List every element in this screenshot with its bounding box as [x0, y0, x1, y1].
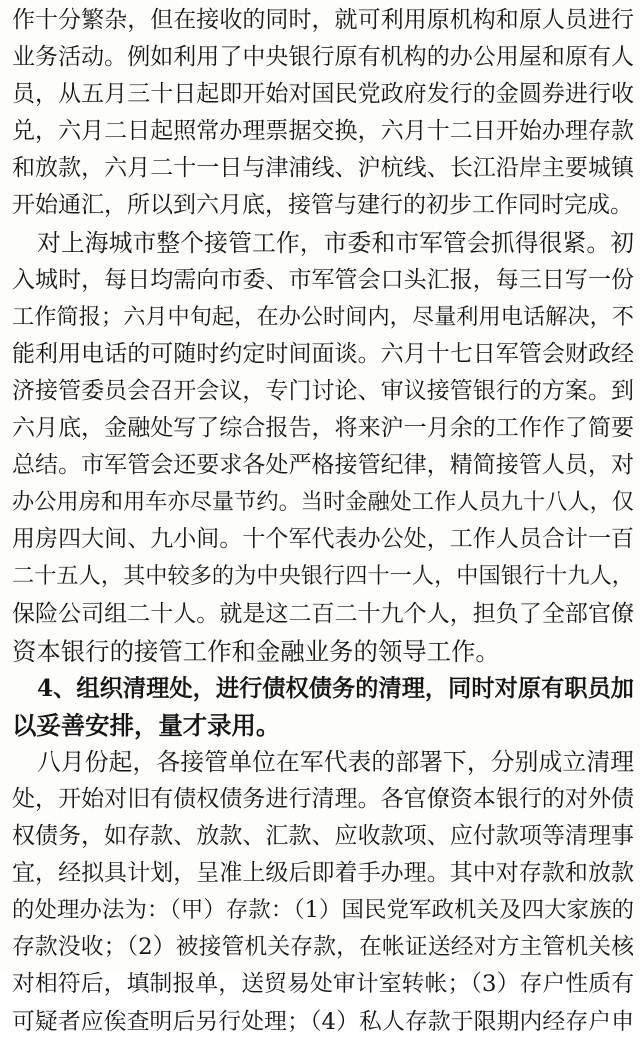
paragraph-start-line: 对上海城市整个接管工作，市委和市军管会抓得很紧。初	[37, 228, 634, 257]
text-line: 处，开始对旧有债权债务进行清理。各官僚资本银行的对外债	[12, 785, 634, 812]
text-line: 入城时，每日均需向市委、市军管会口头汇报，每三日写一份	[12, 266, 634, 293]
text-line: 用房四大间、九小间。十个军代表办公处，工作人员合计一百	[12, 526, 634, 553]
section-heading-line: 4、组织清理处，进行债权债务的清理，同时对原有职员加	[37, 674, 634, 702]
text-line: 开始通汇，所以到六月底，接管与建行的初步工作同时完成。	[12, 192, 633, 219]
text-line: 兑，六月二日起照常办理票据交换，六月十二日开始办理存款	[12, 118, 634, 145]
text-line: 和放款，六月二十一日与津浦线、沪杭线、长江沿岸主要城镇	[12, 155, 634, 182]
text-line: 业务活动。例如利用了中央银行原有机构的办公用屋和原有人	[12, 44, 634, 71]
text-line: 总结。市军管会还要求各处严格接管纪律，精简接管人员，对	[12, 452, 634, 479]
text-line: 济接管委员会召开会议，专门讨论、审议接管银行的方案。到	[12, 377, 634, 404]
text-line: 资本银行的接管工作和金融业务的领导工作。	[12, 636, 500, 666]
text-line: 宜，经拟具计划，呈准上级后即着手办理。其中对存款和放款	[12, 860, 634, 887]
text-line: 能利用电话的可随时约定时间面谈。六月十七日军管会财政经	[12, 340, 634, 367]
paragraph-start-line: 八月份起，各接管单位在军代表的部署下，分别成立清理	[37, 747, 634, 776]
text-line: 权债务，如存款、放款、汇款、应收款项、应付款项等清理事	[12, 823, 634, 850]
text-line: 保险公司组二十人。就是这二百二十九个人，担负了全部官僚	[12, 600, 634, 627]
text-line: 办公用房和用车亦尽量节约。当时金融处工作人员九十八人，仅	[12, 489, 634, 516]
text-line: 六月底，金融处写了综合报告，将来沪一月余的工作作了简要	[12, 415, 634, 442]
text-line: 作十分繁杂，但在接收的同时，就可利用原机构和原人员进行	[12, 7, 634, 33]
text-line: 存款没收；（2）被接管机关存款，在帐证送经对方主管机关核	[12, 934, 634, 961]
text-line: 二十五人，其中较多的为中央银行四十一人，中国银行十九人，	[12, 563, 634, 590]
text-line: 员，从五月三十日起即开始对国民党政府发行的金圆券进行收	[12, 81, 634, 108]
text-line: 可疑者应俟查明后另行处理；（4）私人存款于限期内经存户申	[12, 1008, 634, 1035]
text-line: 工作简报；六月中旬起，在办公时间内，尽量利用电话解决，不	[12, 303, 634, 330]
section-heading-line: 以妥善安排，量才录用。	[12, 710, 281, 740]
text-column	[12, 2, 634, 1041]
text-line: 的处理办法为：（甲）存款：（1）国民党军政机关及四大家族的	[12, 897, 634, 924]
text-line: 对相符后，填制报单，送贸易处审计室转帐；（3）存户性质有	[12, 971, 634, 998]
